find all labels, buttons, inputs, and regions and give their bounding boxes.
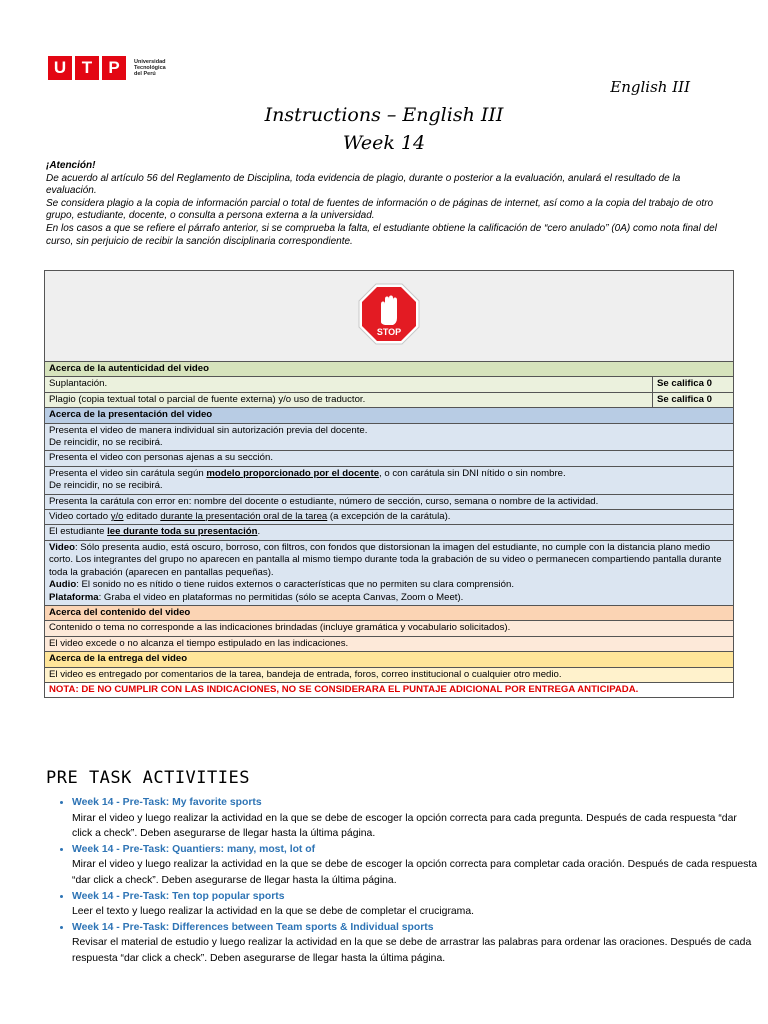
table-row <box>45 466 734 494</box>
warning-paragraph: Se considera plagio a la copia de información parcial o total de fuentes de información o de páginas de internet, así como a la copia del trabajo de otro grupo, estudiante, docente, o consulta a persona externa a la universidad. <box>46 197 714 222</box>
logo-letter-p: P <box>102 56 126 80</box>
logo-letter-t: T <box>75 56 99 80</box>
plagiarism-warning <box>46 160 722 248</box>
presentation-section-header: Acerca de la presentación del video <box>45 408 734 423</box>
table-row <box>45 510 734 525</box>
table-row <box>45 525 734 540</box>
week-title: Week 14 <box>342 132 426 154</box>
activity-description: Revisar el material de estudio y luego realizar la actividad en la que se debe de arrastrar las palabras para ordenar las oraciones. Después de cada respuesta “dar click a check”. Deben asegurarse de llegar hasta la última página. <box>72 937 752 964</box>
table-row <box>45 423 734 451</box>
rule-text: Plagio (copia textual total o parcial de fuente externa) y/o uso de traductor. <box>45 392 653 407</box>
rule-text: Presenta el video con personas ajenas a su sección. <box>45 451 734 466</box>
rule-text: Video cortado y/o editado durante la presentación oral de la tarea (a excepción de la carátula). <box>45 510 734 525</box>
table-row <box>45 540 734 605</box>
pre-task-list <box>48 795 758 967</box>
list-item <box>72 795 758 842</box>
activity-link[interactable]: • Week 14 - Pre-Task: Differences between Team sports & Individual sports <box>72 921 434 933</box>
list-item <box>72 889 758 920</box>
rule-text: Contenido o tema no corresponde a las indicaciones brindadas (incluye gramática y vocabulario solicitados). <box>45 621 734 636</box>
warning-heading: ¡Atención! <box>46 160 96 171</box>
activity-link[interactable]: • Week 14 - Pre-Task: Quantiers: many, most, lot of <box>72 843 316 855</box>
rule-text: Suplantación. <box>45 377 653 392</box>
stop-sign-text: STOP <box>376 326 402 337</box>
rule-text: El video excede o no alcanza el tiempo estipulado en las indicaciones. <box>45 636 734 651</box>
rule-text: Presenta el video de manera individual sin autorización previa del docente. De reincidir, no se recibirá. <box>45 423 734 451</box>
note-row: NOTA: DE NO CUMPLIR CON LAS INDICACIONES, NO SE CONSIDERARA EL PUNTAJE ADICIONAL POR ENTREGA ANTICIPADA. <box>45 682 734 697</box>
rule-text: Video: Sólo presenta audio, está oscuro, borroso, con filtros, con fondos que distorsionan la imagen del estudiante, no cumple con la distancia plano medio corto. Los integrantes del grupo no aparecen en pantalla al mismo tiempo durante toda la grabación de su video o permanecen compartiendo pantalla durante toda la grabación (aparecen en pantallas pequeñas). Audio: El sonido no es nítido o tiene ruidos externos o características que no permiten su clara comprensión. Plataforma: Graba el video en plataformas no permitidas (sólo se acepta Canvas, Zoom o Meet). <box>45 540 734 605</box>
utp-logo <box>48 56 178 80</box>
rule-text: Presenta la carátula con error en: nombre del docente o estudiante, número de sección, curso, semana o nombre de la actividad. <box>45 494 734 509</box>
delivery-section-header: Acerca de la entrega del video <box>45 652 734 667</box>
rules-table <box>44 270 734 698</box>
grade-value: Se califica 0 <box>653 392 734 407</box>
table-row <box>45 451 734 466</box>
warning-paragraph: De acuerdo al artículo 56 del Reglamento de Disciplina, toda evidencia de plagio, durante o posterior a la evaluación, anulará el resultado de la evaluación. <box>46 172 681 197</box>
activity-description: Mirar el video y luego realizar la actividad en la que se debe de escoger la opción correcta para completar cada oración. Después de cada respuesta “dar click a check”. Deben asegurarse de llegar hasta la última página. <box>72 859 758 886</box>
stop-sign-cell <box>45 271 734 362</box>
rule-text: Presenta el video sin carátula según modelo proporcionado por el docente, o con carátula sin DNI nítido o sin nombre. De reincidir, no se recibirá. <box>45 466 734 494</box>
auth-section-header: Acerca de la autenticidad del video <box>45 362 734 377</box>
list-item <box>72 842 758 889</box>
document-title: Instructions – English III <box>264 104 504 126</box>
logo-university-name: Universidad Tecnológica del Perú <box>134 59 166 77</box>
pre-task-heading: PRE TASK ACTIVITIES <box>46 768 250 788</box>
content-section-header: Acerca del contenido del video <box>45 605 734 620</box>
activity-link[interactable]: • Week 14 - Pre-Task: My favorite sports <box>72 797 262 808</box>
table-row <box>45 494 734 509</box>
list-item <box>72 920 758 967</box>
rule-text: El estudiante lee durante toda su presentación. <box>45 525 734 540</box>
table-row <box>45 621 734 636</box>
activity-description: Mirar el video y luego realizar la actividad en la que se debe de escoger la opción correcta para cada pregunta. Después de cada respuesta “dar click a check”. Deben asegurarse de llegar hasta la última página. <box>72 812 737 840</box>
course-tag: English III <box>610 78 690 96</box>
stop-sign-icon <box>357 282 421 346</box>
grade-value: Se califica 0 <box>653 377 734 392</box>
table-row <box>45 392 734 407</box>
table-row <box>45 667 734 682</box>
activity-link[interactable]: • Week 14 - Pre-Task: Ten top popular sports <box>72 890 285 902</box>
rule-text: El video es entregado por comentarios de la tarea, bandeja de entrada, foros, correo institucional o cualquier otro medio. <box>45 667 734 682</box>
logo-letter-u: U <box>48 56 72 80</box>
table-row <box>45 636 734 651</box>
warning-paragraph: En los casos a que se refiere el párrafo anterior, si se comprueba la falta, el estudiante obtiene la calificación de “cero anulado” (0A) como nota final del curso, sin perjuicio de recibir la sanción disciplinaria correspondiente. <box>46 222 717 247</box>
table-row <box>45 377 734 392</box>
activity-description: Leer el texto y luego realizar la actividad en la que se debe de completar el crucigrama. <box>72 906 474 918</box>
